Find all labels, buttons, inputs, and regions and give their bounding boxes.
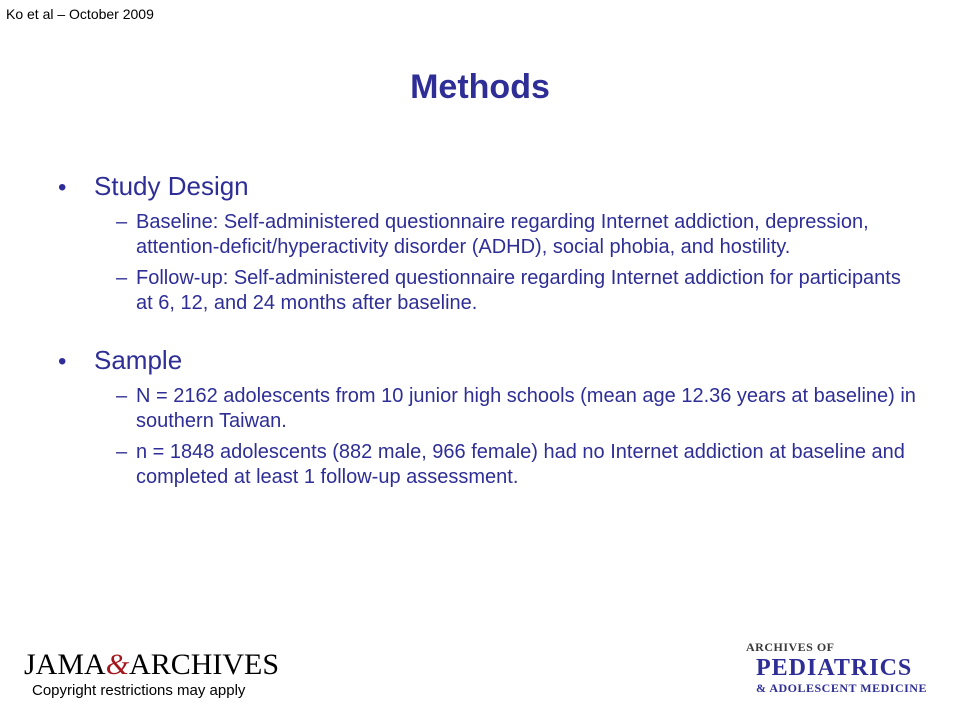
section-sample <box>58 342 918 490</box>
section-heading-text: Study Design <box>94 171 249 201</box>
journal-logo-line1: ARCHIVES OF <box>746 640 835 654</box>
list-item <box>58 210 918 260</box>
section-study-design <box>58 168 918 316</box>
journal-logo <box>740 640 950 700</box>
logo-ampersand: & <box>105 648 130 681</box>
dash-icon: – <box>116 441 128 463</box>
bullet-icon: • <box>58 174 67 201</box>
journal-logo-line3: & ADOLESCENT MEDICINE <box>756 681 927 695</box>
section-heading <box>58 168 918 206</box>
header-citation: Ko et al – October 2009 <box>6 6 154 22</box>
slide-title: Methods <box>410 68 550 106</box>
dash-icon: – <box>116 211 128 233</box>
slide-content <box>58 168 918 516</box>
section-heading <box>58 342 918 380</box>
copyright-notice: Copyright restrictions may apply <box>32 682 246 699</box>
section-heading-text: Sample <box>94 345 183 375</box>
list-item-text: Follow-up: Self-administered questionnaire regarding Internet addiction for participants at 6, 12, and 24 months after baseline. <box>136 267 901 314</box>
journal-logo-line2: PEDIATRICS <box>756 655 913 681</box>
bullet-icon: • <box>58 348 67 375</box>
list-item <box>58 384 918 434</box>
logo-text-archives: ARCHIVES <box>129 648 280 681</box>
dash-icon: – <box>116 267 128 289</box>
list-item-text: Baseline: Self-administered questionnaire regarding Internet addiction, depression, attention-deficit/hyperactivity disorder (ADHD), social phobia, and hostility. <box>136 211 869 258</box>
list-item <box>58 440 918 490</box>
list-item-text: N = 2162 adolescents from 10 junior high schools (mean age 12.36 years at baseline) in southern Taiwan. <box>136 385 916 432</box>
dash-icon: – <box>116 385 128 407</box>
jama-archives-logo <box>24 648 279 682</box>
list-item <box>58 266 918 316</box>
logo-text-jama: JAMA <box>24 648 106 681</box>
list-item-text: n = 1848 adolescents (882 male, 966 female) had no Internet addiction at baseline and completed at least 1 follow-up assessment. <box>136 441 905 488</box>
